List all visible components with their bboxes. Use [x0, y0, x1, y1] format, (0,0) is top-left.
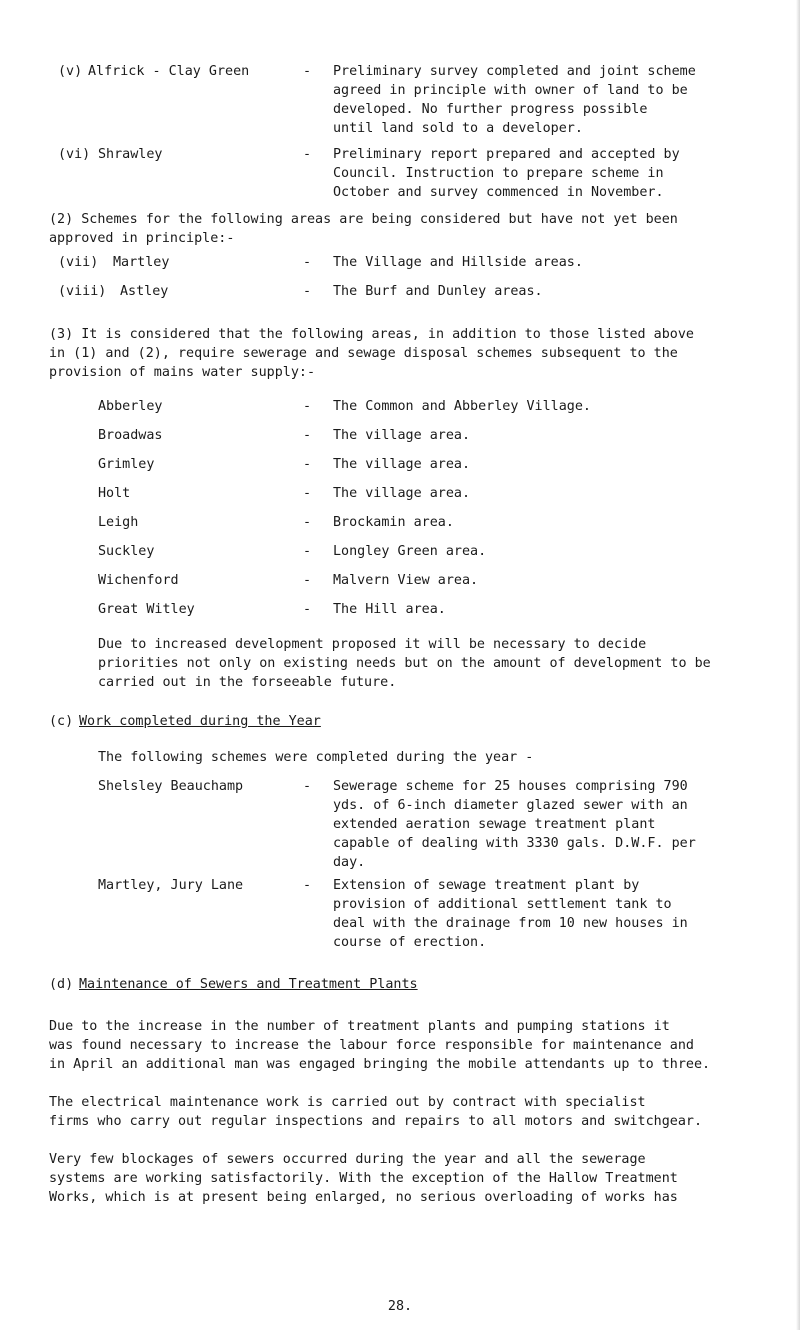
item-description: Longley Green area.: [333, 544, 487, 559]
section-d-paragraph-3: Very few blockages of sewers occurred during the year and all the sewerage systems are working satisfactorily. With the exception of the Hallow Treatment Works, which is at present being enlarged, no serious overloading of works has: [49, 1152, 678, 1205]
section-label: (d): [49, 977, 74, 992]
item-dash: -: [303, 255, 312, 270]
list-item-great-witley: [98, 600, 773, 619]
item-name: Abberley: [98, 399, 163, 414]
list-item-suckley: [98, 542, 773, 561]
section-d-paragraph-2: The electrical maintenance work is carried out by contract with specialist firms who carry out regular inspections and repairs to all motors and switchgear.: [49, 1095, 703, 1129]
item-dash: -: [303, 486, 312, 501]
list-item-astley: [58, 282, 773, 301]
item-dash: -: [303, 602, 312, 617]
item-number: (viii): [58, 284, 107, 299]
scheme-item-shrawley: [58, 145, 773, 202]
list-item-holt: [98, 484, 773, 503]
item-name: Suckley: [98, 544, 155, 559]
list-item-wichenford: [98, 571, 773, 590]
section-d-heading: [49, 975, 418, 994]
item-name: Shelsley Beauchamp: [98, 779, 244, 794]
list-item-broadwas: [98, 426, 773, 445]
item-description: Preliminary survey completed and joint scheme agreed in principle with owner of land to be developed. No further progress possible until land sold to a developer.: [333, 64, 696, 136]
item-name: Astley: [120, 284, 169, 299]
item-description: The village area.: [333, 428, 471, 443]
item-dash: -: [303, 147, 312, 162]
completed-scheme-shelsley: [98, 777, 773, 872]
item-description: The Burf and Dunley areas.: [333, 284, 543, 299]
item-dash: -: [303, 64, 312, 79]
item-dash: -: [303, 779, 312, 794]
paragraph-2-intro: (2) Schemes for the following areas are being considered but have not yet been approved in principle:-: [49, 212, 678, 246]
list-item-grimley: [98, 455, 773, 474]
paragraph-3-closing: Due to increased development proposed it will be necessary to decide priorities not only on existing needs but on the amount of development to be carried out in the forseeable future.: [98, 637, 711, 690]
item-description: The Common and Abberley Village.: [333, 399, 591, 414]
item-description: The village area.: [333, 457, 471, 472]
section-title: Maintenance of Sewers and Treatment Plants: [79, 977, 418, 992]
item-description: The Hill area.: [333, 602, 446, 617]
section-c-heading: [49, 712, 321, 731]
item-name: Broadwas: [98, 428, 163, 443]
section-title: Work completed during the Year: [79, 714, 321, 729]
item-dash: -: [303, 428, 312, 443]
paragraph-3-intro: (3) It is considered that the following areas, in addition to those listed above in (1) and (2), require sewerage and sewage disposal schemes subsequent to the provision of mains water supply:-: [49, 327, 694, 380]
item-name: Leigh: [98, 515, 139, 530]
item-name: Grimley: [98, 457, 155, 472]
item-description: Sewerage scheme for 25 houses comprising 790 yds. of 6-inch diameter glazed sewer with an extended aeration sewage treatment plant capable of dealing with 3330 gals. D.W.F. per day.: [333, 779, 696, 870]
item-name: Martley: [113, 255, 170, 270]
item-dash: -: [303, 284, 312, 299]
list-item-leigh: [98, 513, 773, 532]
item-number: (v): [58, 64, 83, 79]
section-c-intro: The following schemes were completed during the year -: [98, 750, 534, 765]
item-name: Holt: [98, 486, 131, 501]
item-dash: -: [303, 544, 312, 559]
item-name: Great Witley: [98, 602, 195, 617]
list-item-martley: [58, 253, 773, 272]
section-d-paragraph-1: Due to the increase in the number of treatment plants and pumping stations it was found necessary to increase the labour force responsible for maintenance and in April an additional man was engaged bringing the mobile attendants up to three.: [49, 1019, 711, 1072]
item-description: The Village and Hillside areas.: [333, 255, 583, 270]
item-number: (vi): [58, 147, 91, 162]
item-description: The village area.: [333, 486, 471, 501]
item-dash: -: [303, 457, 312, 472]
scheme-item-alfrick: [58, 62, 773, 138]
item-name: Alfrick - Clay Green: [88, 64, 250, 79]
item-name: Shrawley: [98, 147, 163, 162]
item-description: Extension of sewage treatment plant by provision of additional settlement tank to deal with the drainage from 10 new houses in course of erection.: [333, 878, 688, 950]
item-dash: -: [303, 399, 312, 414]
item-name: Martley, Jury Lane: [98, 878, 244, 893]
item-dash: -: [303, 573, 312, 588]
item-description: Preliminary report prepared and accepted by Council. Instruction to prepare scheme in October and survey commenced in November.: [333, 147, 680, 200]
list-item-abberley: [98, 397, 773, 416]
section-label: (c): [49, 714, 74, 729]
item-number: (vii): [58, 255, 99, 270]
item-dash: -: [303, 515, 312, 530]
page-number: 28.: [387, 1299, 413, 1314]
item-name: Wichenford: [98, 573, 179, 588]
item-dash: -: [303, 878, 312, 893]
item-description: Brockamin area.: [333, 515, 454, 530]
completed-scheme-martley: [98, 876, 773, 952]
page-edge-shadow: [796, 0, 800, 1330]
item-description: Malvern View area.: [333, 573, 479, 588]
